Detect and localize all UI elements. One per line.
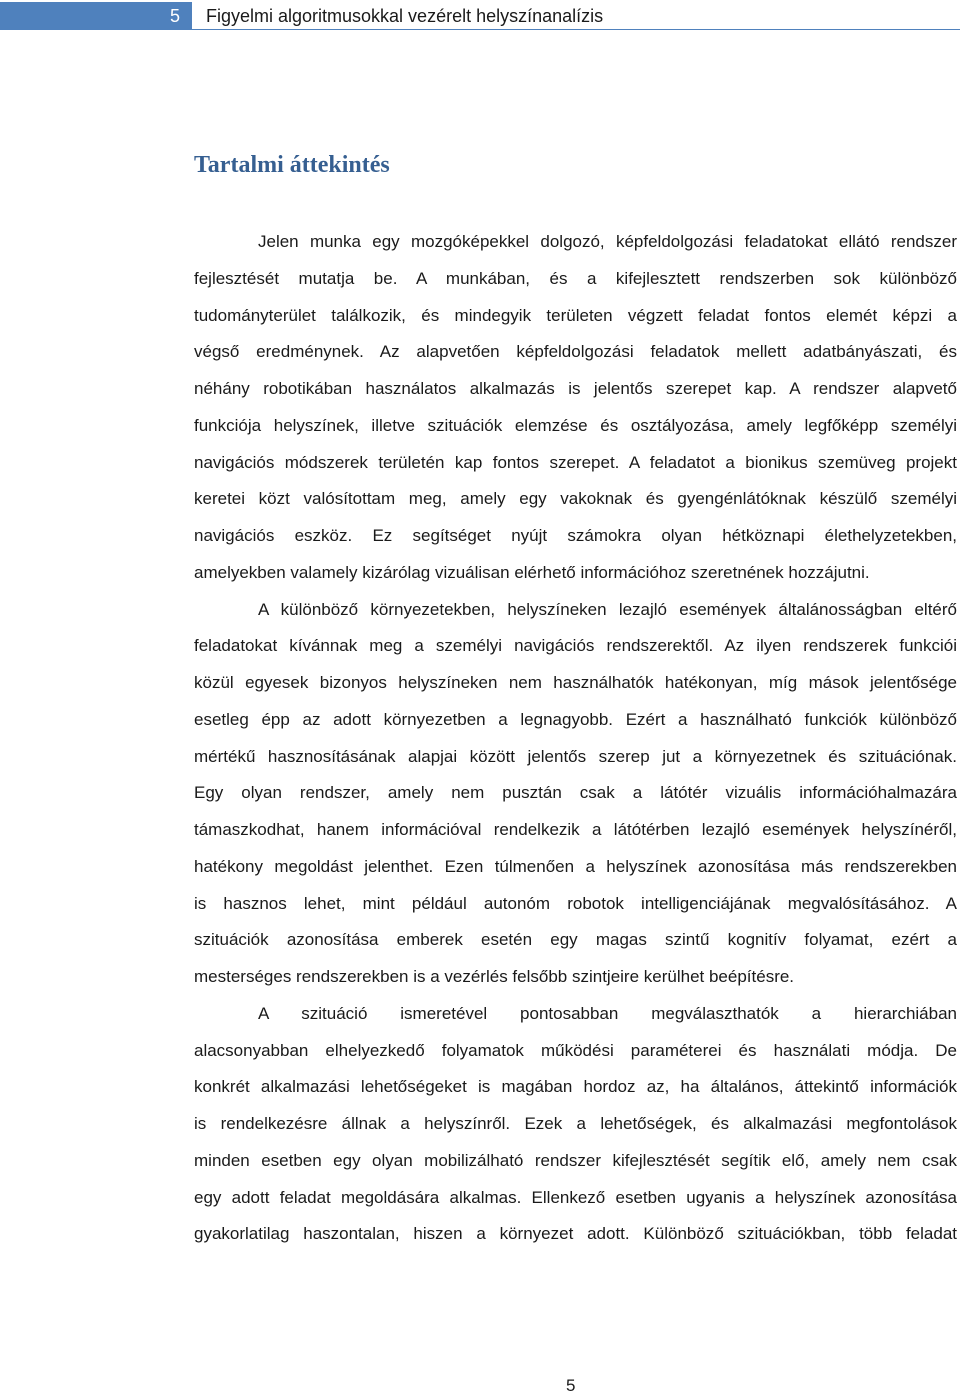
text-line: amelyekben valamely kizárólag vizuálisan elérhető információhoz szeretnének hozzájutni. (194, 562, 870, 582)
text-line: feladatokat kívánnak meg a személyi navigációs rendszerektől. Az ilyen rendszerek funkciói (194, 636, 957, 656)
text-line: is hasznos lehet, mint például autonóm robotok intelligenciájának megvalósításához. A (194, 893, 957, 913)
text-line: funkciója helyszínek, illetve szituációk elemzése és osztályozása, amely legfőképp személyi (194, 415, 957, 435)
text-line: is rendelkezésre állnak a helyszínről. Ezek a lehetőségek, és alkalmazási megfontolások (194, 1114, 957, 1133)
text-line: Jelen munka egy mozgóképekkel dolgozó, képfeldolgozási feladatokat ellátó rendszer (258, 232, 957, 251)
text-line: mértékű hasznosításának alapjai között jelentős szerep jut a környezetnek és szituációnak. (194, 746, 957, 766)
text-line: alacsonyabban elhelyezkedő folyamatok működési paraméterei és használati módja. De (194, 1040, 957, 1060)
section-title: Tartalmi áttekintés (194, 152, 390, 178)
text-line: minden esetben egy olyan mobilizálható rendszer kifejlesztését segítik elő, amely nem csak (194, 1150, 957, 1170)
paragraph-1 (194, 224, 957, 592)
text-line: végső eredménynek. Az alapvetően képfeldolgozási feladatok mellett adatbányászati, és (194, 342, 957, 362)
text-line: közül egyesek bizonyos helyszíneken nem használhatók hatékonyan, míg mások jelentősége (194, 673, 957, 692)
text-line: navigációs eszköz. Ez segítséget nyújt számokra olyan hétköznapi élethelyzetekben, (194, 526, 957, 545)
text-line: egy adott feladat megoldására alkalmas. Ellenkező esetben ugyanis a helyszínek azonosítása (194, 1187, 957, 1207)
text-line: tudományterület találkozik, és mindegyik területen végzett feladat fontos elemét képzi a (194, 305, 957, 325)
text-line: esetleg épp az adott környezetben a legnagyobb. Ezért a használható funkciók különböző (194, 709, 957, 729)
chapter-title: Figyelmi algoritmusokkal vezérelt helyszínanalízis (206, 6, 604, 26)
chapter-number-box (0, 2, 192, 30)
text-line: fejlesztését mutatja be. A munkában, és a kifejlesztett rendszerben sok különböző (194, 268, 957, 288)
running-header (0, 0, 960, 30)
text-line: A szituáció ismeretével pontosabban megválaszthatók a hierarchiában (258, 1003, 957, 1023)
text-line: A különböző környezetekben, helyszíneken lezajló események általánosságban eltérő (258, 599, 957, 619)
body-text (194, 224, 957, 1253)
text-line: néhány robotikában használatos alkalmazás is jelentős szerepet kap. A rendszer alapvető (194, 379, 957, 398)
text-line: gyakorlatilag haszontalan, hiszen a környezet adott. Különböző szituációkban, több feladat (194, 1224, 957, 1244)
header-rule (192, 29, 960, 30)
paragraph-2 (194, 592, 957, 996)
text-line: szituációk azonosítása emberek esetén egy magas szintű kognitív folyamat, ezért a (194, 930, 957, 950)
text-line: keretei közt valósítottam meg, amely egy vakoknak és gyengénlátóknak készülő személyi (194, 489, 957, 509)
text-line: mesterséges rendszerekben is a vezérlés felsőbb szintjeire kerülhet beépítésre. (194, 967, 795, 986)
text-line: konkrét alkalmazási lehetőségeket is magában hordoz az, ha általános, áttekintő információk (194, 1077, 957, 1097)
text-line: Egy olyan rendszer, amely nem pusztán csak a látótér vizuális információhalmazára (194, 783, 957, 803)
text-line: hatékony megoldást jelenthet. Ezen túlmenően a helyszínek azonosítása más rendszerekben (194, 856, 957, 876)
paragraph-3 (194, 996, 957, 1253)
chapter-number: 5 (170, 6, 181, 26)
text-line: navigációs módszerek területén kap fontos szerepet. A feladatot a bionikus szemüveg projekt (194, 452, 957, 472)
text-line: támaszkodhat, hanem információval rendelkezik a látótérben lezajló események helyszínéről, (194, 820, 957, 839)
page-number: 5 (566, 1376, 576, 1395)
